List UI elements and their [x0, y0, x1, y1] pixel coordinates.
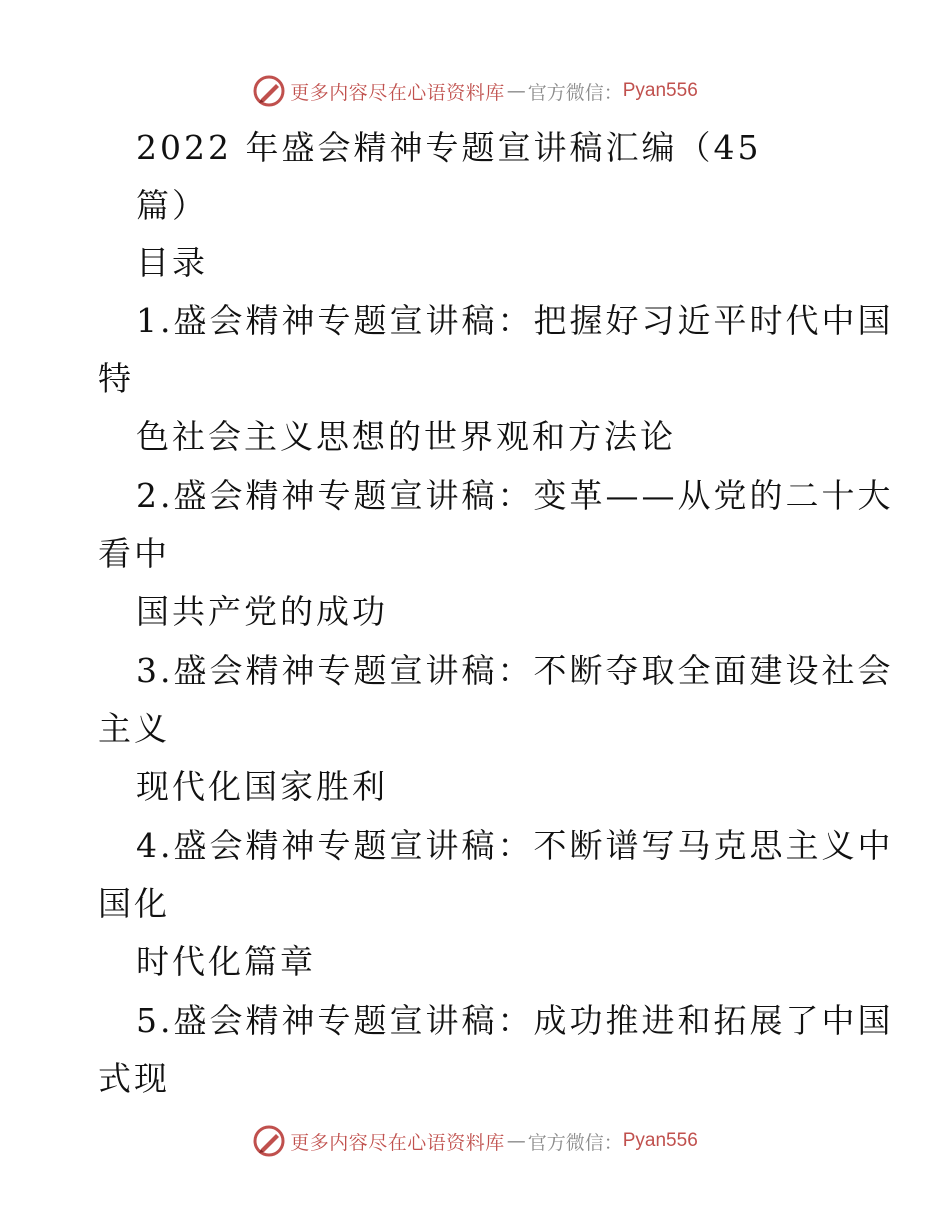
toc-item-1-line-2: 特 — [98, 359, 134, 398]
watermark-contact-label: 官方微信： — [527, 1131, 623, 1154]
document-title-line-1: 2022 年盛会精神专题宣讲稿汇编（45 — [136, 128, 762, 167]
header-watermark — [0, 71, 950, 111]
toc-item-2-line-1: 2.盛会精神专题宣讲稿：变革——从党的二十大 — [136, 476, 894, 515]
footer-watermark — [0, 1121, 950, 1161]
toc-item-4-line-2: 国化 — [98, 884, 170, 923]
watermark-contact-id: Pyan556 — [622, 80, 698, 101]
pen-logo-icon — [252, 74, 286, 108]
toc-item-4-line-1: 4.盛会精神专题宣讲稿：不断谱写马克思主义中 — [136, 826, 894, 865]
toc-item-5-line-2: 式现 — [98, 1059, 170, 1098]
watermark-contact-label: 官方微信： — [527, 81, 623, 104]
toc-item-3-line-3: 现代化国家胜利 — [136, 767, 388, 806]
watermark-contact-id: Pyan556 — [622, 1130, 698, 1151]
toc-item-5-line-1: 5.盛会精神专题宣讲稿：成功推进和拓展了中国 — [136, 1001, 894, 1040]
watermark-separator: — — [506, 80, 526, 102]
toc-item-3-line-2: 主义 — [98, 709, 170, 748]
toc-item-2-line-2: 看中 — [98, 534, 170, 573]
watermark-text: 更多内容尽在心语资料库 — [290, 1131, 505, 1154]
toc-heading: 目录 — [136, 243, 208, 282]
document-title-line-2: 篇） — [136, 186, 208, 225]
toc-item-2-line-3: 国共产党的成功 — [136, 592, 388, 631]
toc-item-3-line-1: 3.盛会精神专题宣讲稿：不断夺取全面建设社会 — [136, 651, 894, 690]
toc-item-1-line-1: 1.盛会精神专题宣讲稿：把握好习近平时代中国 — [136, 301, 894, 340]
toc-item-4-line-3: 时代化篇章 — [136, 942, 316, 981]
toc-item-1-line-3: 色社会主义思想的世界观和方法论 — [136, 417, 676, 456]
watermark-text: 更多内容尽在心语资料库 — [290, 81, 505, 104]
watermark-separator: — — [506, 1130, 526, 1152]
pen-logo-icon — [252, 1124, 286, 1158]
